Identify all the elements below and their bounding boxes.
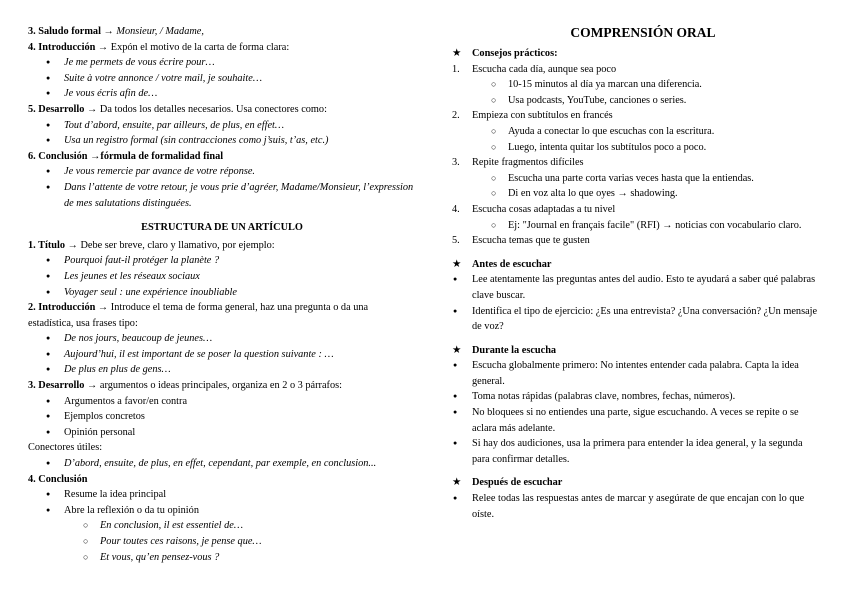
list-item: ● Lee atentamente las preguntas antes del audio. Esto te ayudará a saber qué palabras clave buscar. [452, 272, 818, 303]
durante-list [452, 358, 818, 467]
section-label: 6. Conclusión [28, 150, 88, 162]
list-item: ● De nos jours, beaucoup de jeunes… [28, 331, 416, 347]
section-label: 4. Conclusión [28, 473, 88, 485]
list-item: ● Je vous écris afin de… [28, 86, 416, 102]
left-column [28, 24, 416, 565]
section-text: fórmula de formalidad final [100, 150, 224, 162]
star-icon: ★ [452, 477, 462, 489]
arrow-icon: → [97, 302, 109, 314]
section-label: 2. Introducción [28, 302, 96, 314]
titulo-list [28, 253, 416, 300]
arrow-icon: → [87, 380, 98, 392]
section-text: Expón el motivo de la carta de forma clara: [110, 41, 290, 53]
list-item: ● De plus en plus de gens… [28, 362, 416, 378]
arrow-icon: → [97, 41, 109, 53]
list-item: 3. Repite fragmentos difíciles [452, 157, 584, 169]
desarrollo-line [28, 102, 416, 118]
list-item: ● Je vous remercie par avance de votre réponse. [28, 164, 416, 180]
list-item: ● D’abord, ensuite, de plus, en effet, cependant, par exemple, en conclusion... [28, 456, 416, 472]
sub-list-item: ○ Usa podcasts, YouTube, canciones o series. [452, 93, 818, 109]
section-text: Da todos los detalles necesarios. Usa conectores como: [99, 103, 327, 115]
right-column [452, 24, 818, 522]
arrow-icon: → [90, 150, 101, 162]
conclusion-line [28, 149, 416, 165]
list-item: ● No bloquees si no entiendes una parte, sigue escuchando. A veces se repite o se aclara más adelante. [452, 405, 818, 436]
art-conclusion-line [28, 472, 416, 488]
list-item: ● Si hay dos audiciones, usa la primera para entender la idea general, y la segunda para confirmar detalles. [452, 436, 818, 467]
consejos-heading: ★ Consejos prácticos: [452, 46, 818, 62]
art-intro-line [28, 300, 416, 331]
titulo-line [28, 238, 416, 254]
art-conclusion-list [28, 487, 416, 565]
art-intro-list [28, 331, 416, 378]
list-item: ● Usa un registro formal (sin contracciones como j’suis, t’as, etc.) [28, 133, 416, 149]
list-item: ● Relee todas las respuestas antes de marcar y asegúrate de que encajan con lo que oíste. [452, 491, 818, 522]
conectores-label: Conectores útiles: [28, 442, 103, 454]
list-item: ● Aujourd’hui, il est important de se poser la question suivante : … [28, 347, 416, 363]
articulo-heading: ESTRUCTURA DE UN ARTÍCULO [141, 222, 303, 234]
arrow-icon: → [87, 103, 98, 115]
arrow-icon: → [103, 26, 114, 37]
list-item: ● Argumentos a favor/en contra [28, 394, 416, 410]
art-desarrollo-line [28, 378, 416, 394]
section-label: 3. Desarrollo [28, 380, 85, 392]
despues-list [452, 491, 818, 522]
antes-list [452, 272, 818, 334]
durante-heading: ★ Durante la escucha [452, 343, 818, 359]
list-item: ● Identifica el tipo de ejercicio: ¿Es una entrevista? ¿Una conversación? ¿Un mensaje de voz? [452, 304, 818, 335]
intro-line [28, 40, 416, 56]
list-item: ● Toma notas rápidas (palabras clave, nombres, fechas, números). [452, 389, 818, 405]
conectores-list [28, 456, 416, 472]
list-item: ● Je me permets de vous écrire pour… [28, 55, 416, 71]
sub-list-item: ○ En conclusion, il est essentiel de… [28, 518, 416, 534]
page-title: COMPRENSIÓN ORAL [570, 25, 716, 40]
list-item: 5. Escucha temas que te gusten [452, 235, 590, 247]
sub-list-item: ○ 10-15 minutos al día ya marcan una diferencia. [452, 77, 818, 93]
star-icon: ★ [452, 48, 462, 59]
section-text: Introduce el tema de forma general, haz una pregunta o da una estadística, usa frases tipo: [28, 302, 369, 329]
section-text: Monsieur, / Madame, [116, 26, 204, 37]
star-icon: ★ [452, 258, 462, 270]
sub-list-item: ○ Luego, intenta quitar los subtítulos poco a poco. [452, 140, 818, 156]
section-text: Debe ser breve, claro y llamativo, por ejemplo: [80, 239, 275, 251]
list-item: ● Resume la idea principal [28, 487, 416, 503]
sub-list-item: ○ Et vous, qu’en pensez-vous ? [28, 550, 416, 566]
arrow-icon: → [67, 239, 78, 251]
despues-heading: ★ Después de escuchar [452, 475, 818, 491]
list-item: 4. Escucha cosas adaptadas a tu nivel [452, 203, 616, 215]
section-label: 5. Desarrollo [28, 103, 85, 115]
section-text: argumentos o ideas principales, organiza en 2 o 3 párrafos: [99, 380, 342, 392]
sub-list-item: ○ Ej: "Journal en français facile" (RFI) → noticias con vocabulario claro. [452, 218, 818, 234]
conclusion-list [28, 164, 416, 211]
sub-list-item: ○ Ayuda a conectar lo que escuchas con la escritura. [452, 124, 818, 140]
section-label: 3. Saludo formal [28, 26, 101, 37]
list-item: 1. Escucha cada día, aunque sea poco [452, 63, 617, 75]
list-item: ● Ejemplos concretos [28, 409, 416, 425]
list-item: ● Pourquoi faut-il protéger la planète ? [28, 253, 416, 269]
desarrollo-list [28, 118, 416, 149]
list-item: ● Dans l’attente de votre retour, je vous prie d’agréer, Madame/Monsieur, l’expression de mes salutations distinguées. [28, 180, 416, 211]
list-item: ● Voyager seul : une expérience inoubliable [28, 285, 416, 301]
section-label: 1. Título [28, 239, 66, 251]
list-item: ● Les jeunes et les réseaux sociaux [28, 269, 416, 285]
sub-list-item: ○ Pour toutes ces raisons, je pense que… [28, 534, 416, 550]
section-label: 4. Introducción [28, 41, 96, 53]
consejos-list [452, 62, 818, 249]
list-item: ● Abre la reflexión o da tu opinión [28, 503, 416, 519]
sub-list-item: ○ Di en voz alta lo que oyes → shadowing. [452, 186, 818, 202]
saludo-line [28, 24, 416, 40]
antes-heading: ★ Antes de escuchar [452, 257, 818, 273]
list-item: ● Escucha globalmente primero: No intentes entender cada palabra. Capta la idea general. [452, 358, 818, 389]
sub-list-item: ○ Escucha una parte corta varias veces hasta que la entiendas. [452, 171, 818, 187]
art-desarrollo-list [28, 394, 416, 441]
star-icon: ★ [452, 344, 462, 356]
list-item: 2. Empieza con subtítulos en francés [452, 110, 613, 122]
list-item: ● Suite à votre annonce / votre mail, je souhaite… [28, 71, 416, 87]
intro-list [28, 55, 416, 102]
list-item: ● Opinión personal [28, 425, 416, 441]
list-item: ● Tout d’abord, ensuite, par ailleurs, de plus, en effet… [28, 118, 416, 134]
